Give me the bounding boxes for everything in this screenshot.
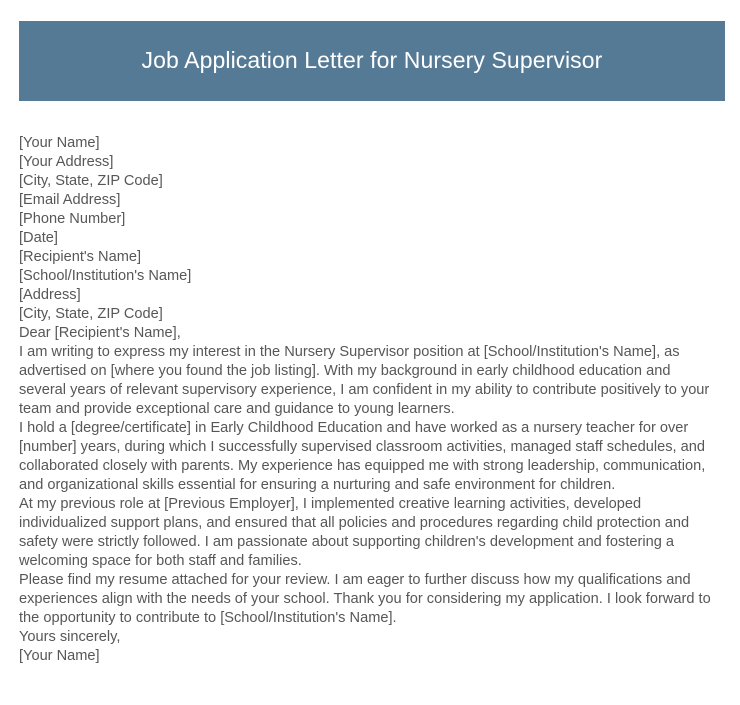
recipient-name-line: [Recipient's Name] <box>19 249 142 265</box>
signature-line: [Your Name] <box>19 648 100 664</box>
sender-email-line: [Email Address] <box>19 192 121 208</box>
body-paragraph-3: At my previous role at [Previous Employer], I implemented creative learning activities, developed individualized support plans, and ensured that all policies and procedures regarding child protection and safety were strictly followed. I am passionate about supporting children's development and fostering a welcoming space for both staff and families. <box>19 496 690 569</box>
recipient-institution-line: [School/Institution's Name] <box>19 268 192 284</box>
closing-line: Yours sincerely, <box>19 629 121 645</box>
recipient-city-line: [City, State, ZIP Code] <box>19 306 163 322</box>
document-header-banner <box>19 21 725 101</box>
page-title: Job Application Letter for Nursery Supervisor <box>141 47 603 74</box>
recipient-address-line: [Address] <box>19 287 81 303</box>
body-paragraph-4: Please find my resume attached for your review. I am eager to further discuss how my qualifications and experiences align with the needs of your school. Thank you for considering my application. I look forward to the opportunity to contribute to [School/Institution's Name]. <box>19 572 711 626</box>
sender-name-line: [Your Name] <box>19 135 100 151</box>
body-paragraph-2: I hold a [degree/certificate] in Early Childhood Education and have worked as a nursery teacher for over [number] years, during which I successfully supervised classroom activities, managed staff schedules, and collaborated closely with parents. My experience has equipped me with strong leadership, communication, and organizational skills essential for ensuring a nurturing and safe environment for children. <box>19 420 706 493</box>
sender-phone-line: [Phone Number] <box>19 211 126 227</box>
letter-body <box>19 134 721 666</box>
sender-address-line: [Your Address] <box>19 154 114 170</box>
salutation-line: Dear [Recipient's Name], <box>19 325 181 341</box>
date-line: [Date] <box>19 230 58 246</box>
sender-city-line: [City, State, ZIP Code] <box>19 173 163 189</box>
body-paragraph-1: I am writing to express my interest in the Nursery Supervisor position at [School/Institution's Name], as advertised on [where you found the job listing]. With my background in early childhood education and several years of relevant supervisory experience, I am confident in my ability to contribute positively to your team and provide exceptional care and guidance to young learners. <box>19 344 710 417</box>
